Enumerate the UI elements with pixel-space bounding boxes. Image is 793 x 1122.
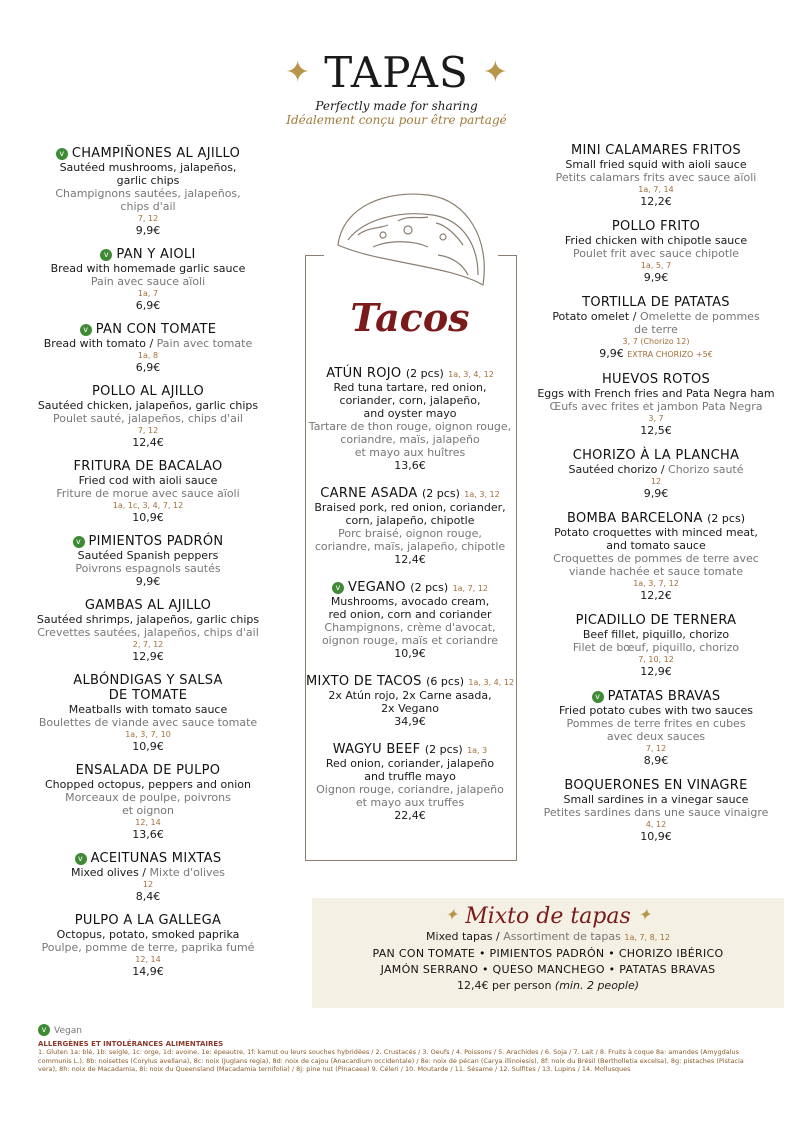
item-en: Potato omelet xyxy=(552,310,630,323)
item-fr: Tartare de thon rouge, oignon rouge, xyxy=(308,420,512,433)
item-en: Beef fillet, piquillo, chorizo xyxy=(582,628,730,641)
item-name-line: ALBÓNDIGAS Y SALSA xyxy=(73,673,223,688)
item-name-text: ATÚN ROJO xyxy=(326,366,402,381)
item-price-value: 22,4€ xyxy=(394,809,426,822)
item-name-text: POLLO FRITO xyxy=(611,219,701,234)
item-fr: Morceaux de poulpe, poivrons xyxy=(65,791,231,804)
item-fr: et oignon xyxy=(121,804,175,817)
vegan-label: Vegan xyxy=(54,1026,82,1036)
item-price-value: 10,9€ xyxy=(132,511,164,524)
item-pcs: (2 pcs) xyxy=(422,487,460,500)
item-name-text: PAN CON TOMATE xyxy=(95,322,217,337)
mixto-price-value: 12,4€ per person xyxy=(456,979,552,992)
item-price-value: 14,9€ xyxy=(132,965,164,978)
item-allergens: 12, 14 xyxy=(135,955,161,964)
vegan-icon: v xyxy=(73,536,85,548)
vegan-icon: v xyxy=(56,148,68,160)
item-price xyxy=(285,647,535,660)
item-en: and truffle mayo xyxy=(364,770,456,783)
mixto-desc: Mixed tapas / Assortiment de tapas 1a, 7, 8, 12 xyxy=(426,930,670,943)
item-name-text: BOQUERONES EN VINAGRE xyxy=(564,778,748,793)
item-fr: Crevettes sautées, jalapeños, chips d'ail xyxy=(37,626,259,639)
item-price xyxy=(28,650,268,663)
item-allergens: 1a, 3, 7, 10 xyxy=(125,730,171,739)
item-price-value: 12,4€ xyxy=(394,553,426,566)
item-price xyxy=(28,511,268,524)
mixto-allergens: 1a, 7, 8, 12 xyxy=(624,933,670,942)
item-en: red onion, corn and coriander xyxy=(328,608,492,621)
menu-item xyxy=(510,511,793,602)
allergens-title: ALLERGÈNES ET INTOLÉRANCES ALIMENTAIRES xyxy=(38,1040,224,1048)
item-allergens: 12 xyxy=(142,880,154,889)
item-fr: Poulet sauté, jalapeños, chips d'ail xyxy=(52,412,243,425)
item-en: Small sardines in a vinegar sauce xyxy=(563,793,749,806)
item-fr: Œufs avec frites et jambon Pata Negra xyxy=(549,400,763,413)
item-en: Sautéed chorizo xyxy=(568,463,658,476)
item-price-value: 6,9€ xyxy=(135,361,161,374)
item-en: Eggs with French fries and Pata Negra ham xyxy=(537,387,775,400)
left-column xyxy=(28,146,268,988)
mixto-price xyxy=(312,978,784,994)
menu-item xyxy=(510,372,793,437)
item-name-text: ENSALADA DE PULPO xyxy=(75,763,221,778)
item-price-value: 12,2€ xyxy=(640,195,672,208)
item-name xyxy=(285,674,535,689)
footer xyxy=(38,1024,758,1074)
menu-item xyxy=(28,459,268,524)
item-name-text: PIMIENTOS PADRÓN xyxy=(88,534,224,549)
item-price xyxy=(28,740,268,753)
item-fr: Friture de morue avec sauce aïoli xyxy=(56,487,240,500)
item-fr: Mixte d'olives xyxy=(149,866,226,879)
item-name-text: PATATAS BRAVAS xyxy=(607,689,721,704)
item-price xyxy=(28,575,268,588)
item-en: 2x Vegano xyxy=(381,702,439,715)
item-fr: Champignons, crème d'avocat, xyxy=(324,621,496,634)
item-fr: de terre xyxy=(634,323,678,336)
item-name-text: FRITURA DE BACALAO xyxy=(73,459,223,474)
item-price-value: 9,9€ xyxy=(643,487,669,500)
menu-item xyxy=(285,742,535,822)
item-allergens: 12, 14 xyxy=(135,818,161,827)
item-name xyxy=(28,851,268,866)
item-price xyxy=(510,195,793,208)
item-name-text: PAN Y AIOLI xyxy=(116,247,196,262)
item-en: Potato croquettes with minced meat, xyxy=(554,526,758,539)
star-icon: ✦ xyxy=(637,905,652,924)
menu-item xyxy=(28,322,268,374)
item-price xyxy=(510,665,793,678)
item-price-value: 8,9€ xyxy=(643,754,669,767)
menu-item xyxy=(285,366,535,472)
item-description: Bread with tomato / Pain avec tomate xyxy=(43,337,253,350)
mixto-min: (min. 2 people) xyxy=(554,979,640,992)
item-allergens: 1a, 3, 12 xyxy=(464,490,500,499)
item-name xyxy=(28,598,268,613)
item-fr: Chorizo sauté xyxy=(668,463,744,476)
item-allergens: 1a, 3, 4, 12 xyxy=(448,370,494,379)
item-fr: Poulet frit avec sauce chipotle xyxy=(572,247,740,260)
item-en: Sautéed chicken, jalapeños, garlic chips xyxy=(37,399,259,412)
item-allergens: 7, 12 xyxy=(645,744,667,753)
item-price-value: 10,9€ xyxy=(640,830,672,843)
allergens-text: 1. Gluten 1a: blé, 1b: seigle, 1c: orge, 1d: avoine, 1e: épeautre, 1f: kamut ou leurs souches hybridées / 2. Crustacés / 3. Oeufs / 4. Poissons / 5. Arachides / 6. Soja / 7. Lait / 8. Fruits à coque 8a: amandes (Amygdalus communis L.), 8b: noisettes (Corylus avellana), 8c: noix (Juglans regia), 8d: noix de cajou (Anacardium occidentale) / 8e: noix de pécan (Carya illinoiesis), 8f: noix du Brésil (Bertholletia excelsa), 8g: pistaches (Pistacia vera), 8h: noix de Macadamia, 8i: noix du Queensland (Macadamia ternifolia) / 8j: pine nut (Pinacaea) 9. Céleri / 10. Moutarde / 11. Sésame / 12. Sulfites / 13. Lupins / 14. Mollusques xyxy=(38,1048,744,1073)
menu-item xyxy=(28,913,268,978)
menu-item xyxy=(28,673,268,753)
item-name xyxy=(285,580,535,595)
item-description: Sautéed chorizo / Chorizo sauté xyxy=(568,463,744,476)
item-en: 2x Atún rojo, 2x Carne asada, xyxy=(328,689,492,702)
mixto-title xyxy=(312,904,784,929)
item-name-text: CARNE ASADA xyxy=(320,486,418,501)
mixto-line-1: PAN CON TOMATE • PIMIENTOS PADRÓN • CHORIZO IBÉRICO xyxy=(372,947,724,960)
item-en: Mixed olives xyxy=(70,866,139,879)
item-name xyxy=(28,913,268,928)
item-price xyxy=(285,459,535,472)
vegan-icon: v xyxy=(100,249,112,261)
right-column xyxy=(510,143,793,854)
item-en: Red tuna tartare, red onion, xyxy=(333,381,487,394)
item-fr: avec deux sauces xyxy=(606,730,706,743)
item-en: Small fried squid with aioli sauce xyxy=(565,158,747,171)
item-name xyxy=(510,143,793,158)
item-name xyxy=(28,322,268,337)
vegan-icon: v xyxy=(38,1024,50,1036)
item-price-value: 10,9€ xyxy=(394,647,426,660)
item-price xyxy=(510,271,793,284)
item-pcs: (2 pcs) xyxy=(410,581,449,594)
menu-item xyxy=(510,778,793,843)
item-fr: Petites sardines dans une sauce vinaigre xyxy=(543,806,769,819)
item-name xyxy=(510,613,793,628)
item-fr: coriandre, maïs, jalapeño xyxy=(340,433,480,446)
item-price xyxy=(510,347,793,361)
item-name-text: POLLO AL AJILLO xyxy=(91,384,205,399)
item-en: Sautéed Spanish peppers xyxy=(77,549,219,562)
item-allergens: 3, 7 xyxy=(648,414,664,423)
menu-item xyxy=(510,143,793,208)
item-name xyxy=(28,673,268,703)
item-name xyxy=(28,247,268,262)
item-allergens: 1a, 7 xyxy=(137,289,159,298)
item-price-value: 8,4€ xyxy=(135,890,161,903)
item-en: Fried chicken with chipotle sauce xyxy=(564,234,748,247)
item-price xyxy=(510,424,793,437)
mixto-title-text: Mixto de tapas xyxy=(465,904,631,929)
item-fr: Filet de bœuf, piquillo, chorizo xyxy=(572,641,740,654)
menu-item xyxy=(510,689,793,767)
item-name xyxy=(285,742,535,757)
item-allergens: 1a, 3, 4, 12 xyxy=(468,678,515,687)
item-allergens: 1a, 3, 7, 12 xyxy=(633,579,679,588)
item-price-value: 34,9€ xyxy=(394,715,426,728)
item-allergens: 1a, 8 xyxy=(137,351,159,360)
menu-item xyxy=(285,486,535,566)
item-fr: Pain avec tomate xyxy=(156,337,253,350)
item-en: coriander, corn, jalapeño, xyxy=(339,394,481,407)
item-name xyxy=(28,384,268,399)
item-price-value: 9,9€ xyxy=(135,575,161,588)
item-en: and tomato sauce xyxy=(606,539,706,552)
item-allergens: 1a, 1c, 3, 4, 7, 12 xyxy=(112,501,184,510)
item-price-value: 12,2€ xyxy=(640,589,672,602)
item-price xyxy=(285,809,535,822)
item-price xyxy=(28,224,268,237)
item-name-text: ACEITUNAS MIXTAS xyxy=(90,851,222,866)
item-name-line: DE TOMATE xyxy=(108,688,188,703)
item-fr: et mayo aux huîtres xyxy=(354,446,466,459)
item-price xyxy=(28,436,268,449)
tacos-title: Tacos xyxy=(350,295,470,340)
item-name-text: PULPO A LA GALLEGA xyxy=(74,913,222,928)
item-fr: Pain avec sauce aïoli xyxy=(90,275,206,288)
item-extra: EXTRA CHORIZO +5€ xyxy=(627,350,713,359)
item-allergens: 7, 10, 12 xyxy=(638,655,674,664)
item-en: and oyster mayo xyxy=(363,407,457,420)
star-icon-left: ✦ xyxy=(285,54,311,90)
menu-item xyxy=(510,448,793,500)
item-price-value: 9,9€ xyxy=(643,271,669,284)
item-name xyxy=(510,372,793,387)
item-fr: viande hachée et sauce tomate xyxy=(568,565,744,578)
item-en: garlic chips xyxy=(116,174,180,187)
item-price-value: 13,6€ xyxy=(132,828,164,841)
item-en: Bread with tomato xyxy=(43,337,146,350)
item-name-text: TORTILLA DE PATATAS xyxy=(582,295,730,310)
item-price-value: 13,6€ xyxy=(394,459,426,472)
item-fr: chips d'ail xyxy=(120,200,176,213)
item-price-value: 10,9€ xyxy=(132,740,164,753)
item-name-text: WAGYU BEEF xyxy=(332,742,421,757)
item-price xyxy=(510,589,793,602)
item-allergens: 2, 7, 12 xyxy=(132,640,164,649)
item-price-value: 12,9€ xyxy=(132,650,164,663)
item-name-text: HUEVOS ROTOS xyxy=(601,372,711,387)
item-pcs: (6 pcs) xyxy=(426,675,464,688)
star-icon: ✦ xyxy=(444,905,459,924)
item-price xyxy=(285,715,535,728)
menu-item xyxy=(510,219,793,284)
item-price xyxy=(510,830,793,843)
menu-item xyxy=(285,580,535,660)
item-allergens: 7, 12 xyxy=(137,214,159,223)
item-price xyxy=(28,361,268,374)
item-fr: Croquettes de pommes de terre avec xyxy=(553,552,759,565)
item-name-text: VEGANO xyxy=(348,580,406,595)
item-fr: Champignons sautées, jalapeños, xyxy=(55,187,241,200)
mixto-en: Mixed tapas xyxy=(426,930,493,943)
item-en: Red onion, coriander, jalapeño xyxy=(325,757,495,770)
mixto-line-2: JAMÓN SERRANO • QUESO MANCHEGO • PATATAS BRAVAS xyxy=(380,963,716,976)
menu-item xyxy=(28,598,268,663)
item-fr: Oignon rouge, coriandre, jalapeño xyxy=(316,783,504,796)
item-name-text: MINI CALAMARES FRITOS xyxy=(571,143,741,158)
menu-item xyxy=(28,384,268,449)
item-price xyxy=(28,890,268,903)
item-allergens: 4, 12 xyxy=(645,820,667,829)
item-en: Bread with homemade garlic sauce xyxy=(50,262,246,275)
item-allergens: 3, 7 (Chorizo 12) xyxy=(622,337,690,346)
item-en: Fried cod with aioli sauce xyxy=(78,474,218,487)
menu-item xyxy=(28,247,268,312)
item-fr: Pommes de terre frites en cubes xyxy=(566,717,746,730)
item-en: Mushrooms, avocado cream, xyxy=(330,595,490,608)
vegan-icon: v xyxy=(332,582,344,594)
item-en: Sautéed shrimps, jalapeños, garlic chips xyxy=(36,613,260,626)
item-fr: coriandre, maïs, jalapeño, chipotle xyxy=(314,540,506,553)
item-price-value: 9,9€ xyxy=(599,347,624,360)
item-fr: Omelette de pommes xyxy=(639,310,760,323)
item-description: Potato omelet / Omelette de pommes xyxy=(552,310,760,323)
menu-item xyxy=(28,146,268,237)
item-pcs: (2 pcs) xyxy=(424,743,463,756)
item-fr: Boulettes de viande avec sauce tomate xyxy=(38,716,258,729)
item-name xyxy=(28,763,268,778)
tacos-column xyxy=(285,366,535,836)
item-price-value: 9,9€ xyxy=(135,224,161,237)
item-fr: oignon rouge, maïs et coriandre xyxy=(321,634,499,647)
menu-item xyxy=(510,613,793,678)
item-allergens: 1a, 7, 12 xyxy=(452,584,488,593)
item-en: corn, jalapeño, chipotle xyxy=(345,514,475,527)
item-name-text: PICADILLO DE TERNERA xyxy=(575,613,737,628)
subtitle-en: Perfectly made for sharing xyxy=(315,99,478,113)
menu-header xyxy=(0,48,793,127)
item-name xyxy=(510,295,793,310)
item-name xyxy=(28,534,268,549)
item-fr: et mayo aux truffes xyxy=(355,796,465,809)
item-allergens: 1a, 3 xyxy=(467,746,488,755)
item-allergens: 1a, 5, 7 xyxy=(640,261,672,270)
item-pcs: (2 pcs) xyxy=(707,512,745,525)
menu-item xyxy=(510,295,793,361)
item-name-text: CHORIZO À LA PLANCHA xyxy=(572,448,740,463)
item-price xyxy=(28,965,268,978)
item-name xyxy=(28,146,268,161)
star-icon-right: ✦ xyxy=(482,54,508,90)
item-fr: Porc braisé, oignon rouge, xyxy=(338,527,482,540)
subtitle-fr: Idéalement conçu pour être partagé xyxy=(286,113,507,127)
item-name xyxy=(510,511,793,526)
menu-item xyxy=(28,851,268,903)
item-price xyxy=(510,754,793,767)
menu-item xyxy=(28,763,268,841)
vegan-icon: v xyxy=(80,324,92,336)
item-price xyxy=(28,299,268,312)
item-en: Sautéed mushrooms, jalapeños, xyxy=(59,161,237,174)
vegan-icon: v xyxy=(75,853,87,865)
item-en: Braised pork, red onion, coriander, xyxy=(314,501,506,514)
item-name xyxy=(510,689,793,704)
vegan-legend xyxy=(38,1024,758,1036)
vegan-icon: v xyxy=(592,691,604,703)
page-title: TAPAS xyxy=(324,48,469,97)
item-en: Meatballs with tomato sauce xyxy=(68,703,228,716)
item-name xyxy=(510,219,793,234)
menu-item xyxy=(285,674,535,728)
item-name-text: BOMBA BARCELONA xyxy=(567,511,703,526)
item-price-value: 12,4€ xyxy=(132,436,164,449)
item-price-value: 12,5€ xyxy=(640,424,672,437)
item-name xyxy=(510,778,793,793)
item-allergens: 1a, 7, 14 xyxy=(638,185,674,194)
item-en: Octopus, potato, smoked paprika xyxy=(56,928,240,941)
item-price xyxy=(510,487,793,500)
item-fr: Petits calamars frits avec sauce aïoli xyxy=(555,171,757,184)
item-name-text: GAMBAS AL AJILLO xyxy=(84,598,212,613)
item-price xyxy=(285,553,535,566)
item-description: Mixed olives / Mixte d'olives xyxy=(70,866,226,879)
item-pcs: (2 pcs) xyxy=(405,367,444,380)
item-en: Fried potato cubes with two sauces xyxy=(558,704,753,717)
item-fr: Poivrons espagnols sautés xyxy=(75,562,221,575)
item-allergens: 12 xyxy=(650,477,662,486)
item-price-value: 6,9€ xyxy=(135,299,161,312)
item-price xyxy=(28,828,268,841)
item-name-text: CHAMPIÑONES AL AJILLO xyxy=(71,146,241,161)
menu-item xyxy=(28,534,268,588)
item-en: Chopped octopus, peppers and onion xyxy=(45,778,251,791)
item-name-text: MIXTO DE TACOS xyxy=(305,674,422,689)
item-name xyxy=(285,486,535,501)
item-price-value: 12,9€ xyxy=(640,665,672,678)
item-name xyxy=(510,448,793,463)
mixto-fr: Assortiment de tapas xyxy=(503,930,621,943)
item-allergens: 7, 12 xyxy=(137,426,159,435)
mixto-de-tapas-box xyxy=(312,898,784,1008)
item-name xyxy=(285,366,535,381)
item-name xyxy=(28,459,268,474)
item-fr: Poulpe, pomme de terre, paprika fumé xyxy=(41,941,255,954)
